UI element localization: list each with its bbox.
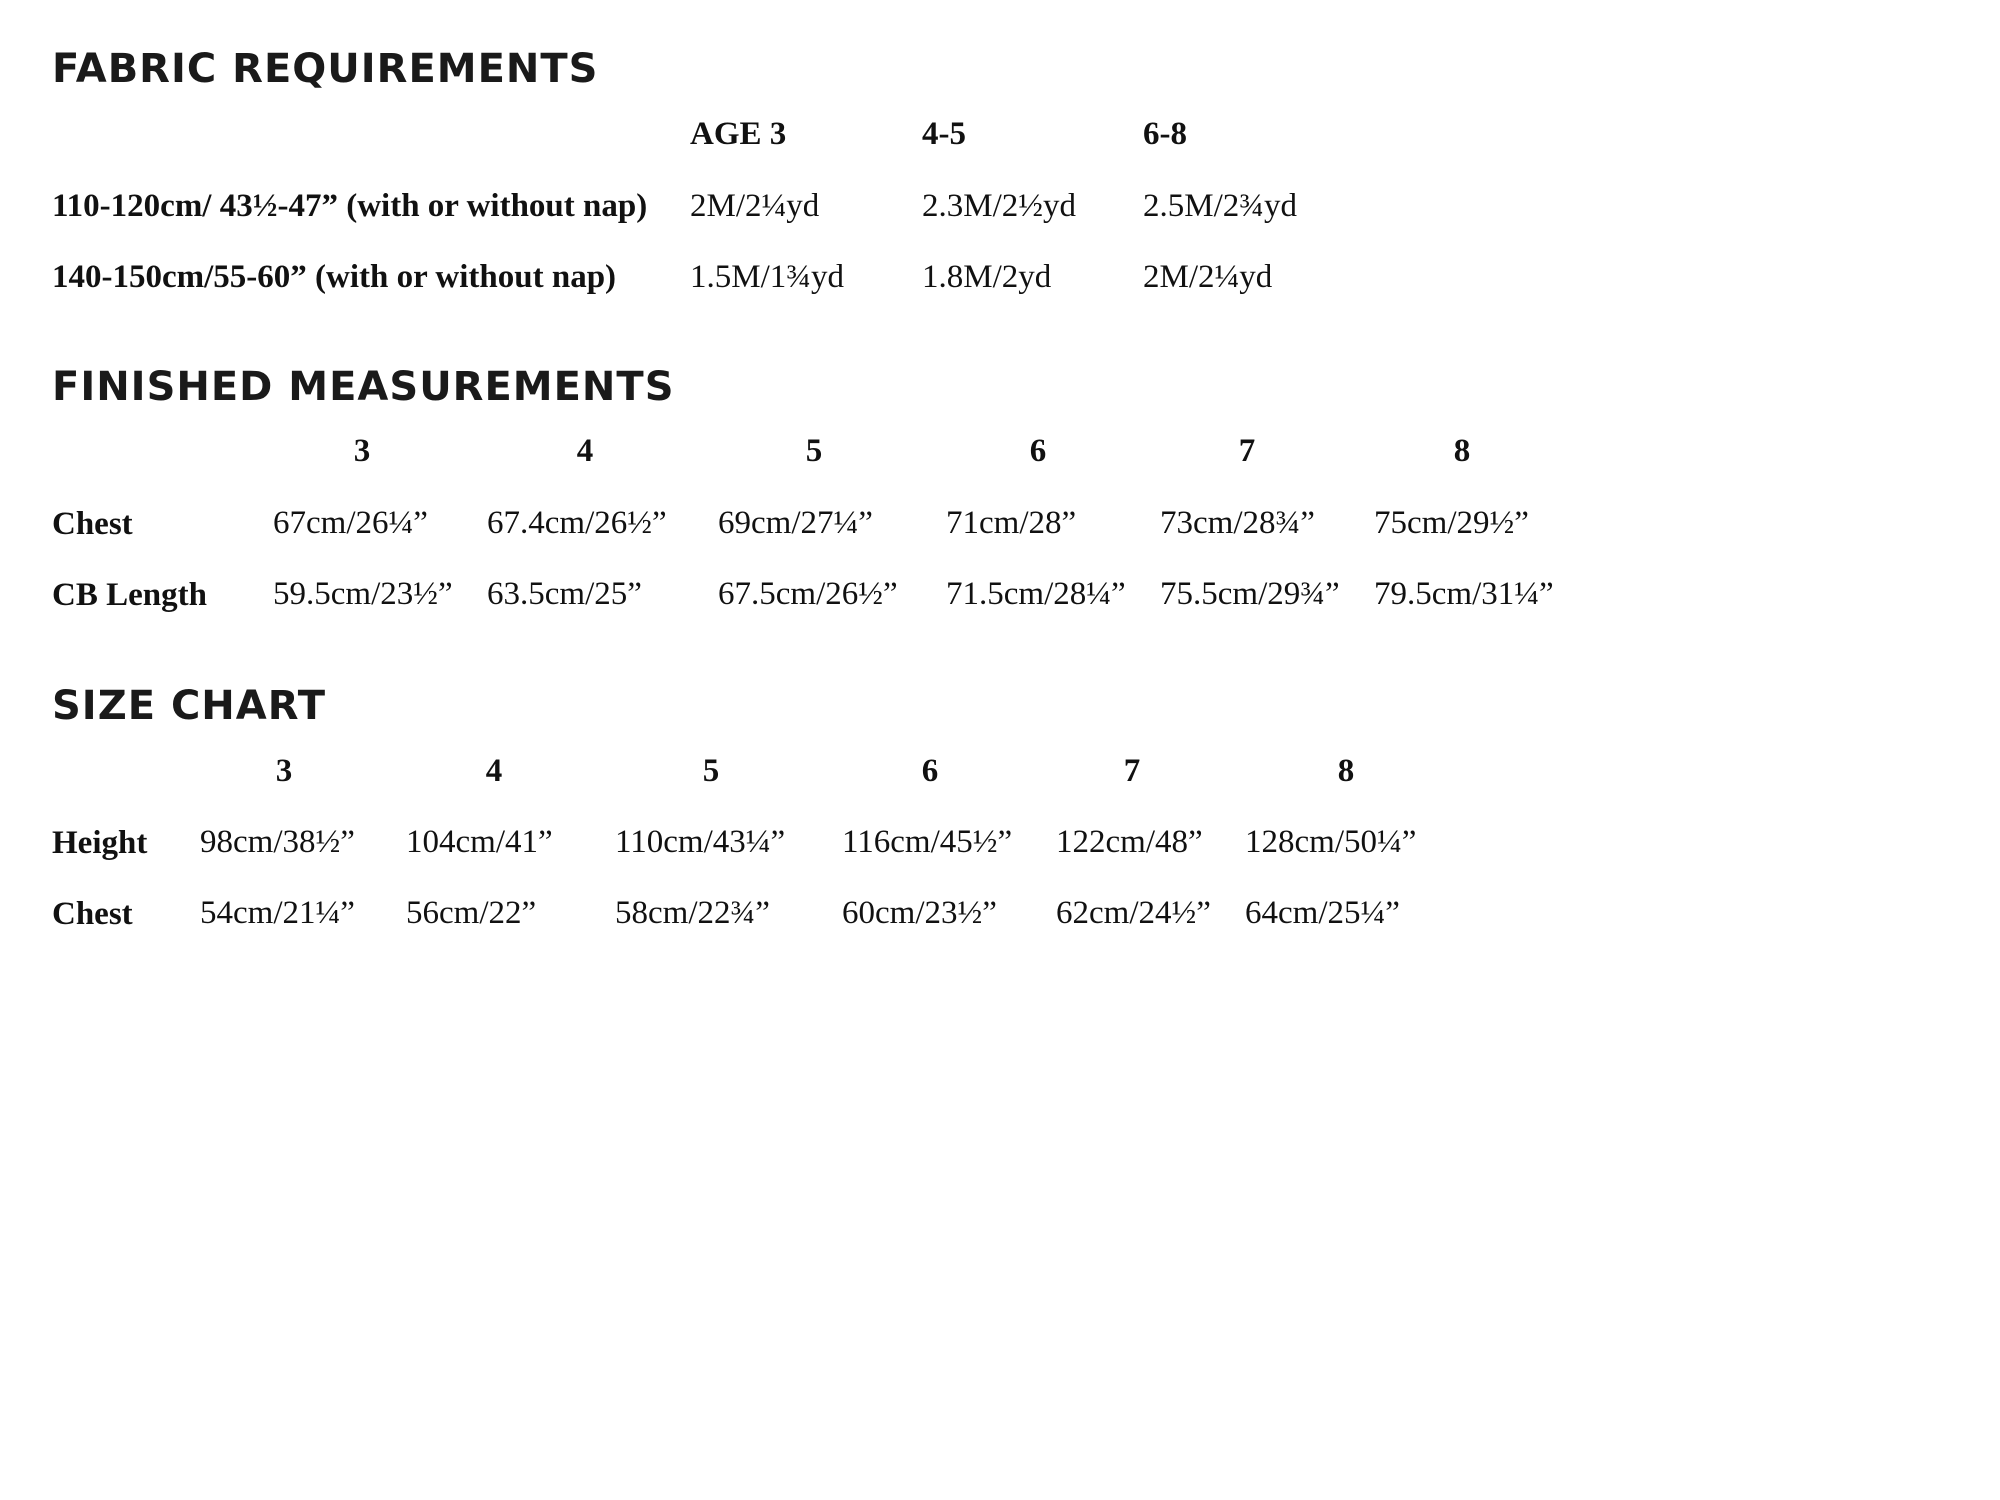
size-cell: 60cm/23½”	[842, 895, 997, 931]
size-row-label: Height	[52, 825, 148, 861]
fabric-cell: 2.3M/2½yd	[922, 188, 1077, 224]
fabric-column-header: AGE 3	[690, 116, 787, 152]
fabric-cell: 1.8M/2yd	[922, 259, 1052, 295]
size-column-header: 8	[1453, 433, 1471, 469]
size-column-header: 3	[275, 753, 293, 789]
fabric-cell: 1.5M/1¾yd	[690, 259, 845, 295]
measurement-cell: 71.5cm/28¼”	[946, 576, 1126, 612]
measurement-cell: 71cm/28”	[946, 505, 1077, 541]
measurement-cell: 67.4cm/26½”	[487, 505, 667, 541]
size-cell: 110cm/43¼”	[615, 824, 786, 860]
fabric-row-label: 110-120cm/ 43½-47” (with or without nap)	[52, 188, 648, 224]
fabric-column-header: 6-8	[1143, 116, 1187, 152]
measurement-row-label: CB Length	[52, 577, 207, 613]
measurement-cell: 63.5cm/25”	[487, 576, 642, 612]
fabric-row-label: 140-150cm/55-60” (with or without nap)	[52, 259, 617, 295]
fabric-requirements-heading: FABRIC REQUIREMENTS	[52, 46, 599, 92]
size-column-header: 8	[1337, 753, 1355, 789]
measurement-row-label: Chest	[52, 506, 133, 542]
size-column-header: 4	[485, 753, 503, 789]
size-chart-heading: SIZE CHART	[52, 683, 327, 729]
size-cell: 116cm/45½”	[842, 824, 1013, 860]
fabric-cell: 2M/2¼yd	[690, 188, 820, 224]
measurement-cell: 75cm/29½”	[1374, 505, 1529, 541]
size-cell: 122cm/48”	[1056, 824, 1203, 860]
size-row-label: Chest	[52, 896, 133, 932]
size-cell: 98cm/38½”	[200, 824, 355, 860]
size-column-header: 5	[702, 753, 720, 789]
size-cell: 104cm/41”	[406, 824, 553, 860]
size-cell: 64cm/25¼”	[1245, 895, 1400, 931]
measurement-cell: 75.5cm/29¾”	[1160, 576, 1340, 612]
measurement-cell: 69cm/27¼”	[718, 505, 873, 541]
size-cell: 54cm/21¼”	[200, 895, 355, 931]
size-column-header: 3	[353, 433, 371, 469]
fabric-cell: 2M/2¼yd	[1143, 259, 1273, 295]
size-cell: 56cm/22”	[406, 895, 537, 931]
size-column-header: 6	[921, 753, 939, 789]
measurement-cell: 59.5cm/23½”	[273, 576, 453, 612]
size-column-header: 7	[1238, 433, 1256, 469]
size-column-header: 7	[1123, 753, 1141, 789]
measurement-cell: 79.5cm/31¼”	[1374, 576, 1554, 612]
fabric-cell: 2.5M/2¾yd	[1143, 188, 1298, 224]
finished-measurements-heading: FINISHED MEASUREMENTS	[52, 364, 675, 410]
size-cell: 58cm/22¾”	[615, 895, 770, 931]
size-column-header: 4	[576, 433, 594, 469]
measurement-cell: 67.5cm/26½”	[718, 576, 898, 612]
fabric-column-header: 4-5	[922, 116, 966, 152]
size-column-header: 5	[805, 433, 823, 469]
measurement-cell: 67cm/26¼”	[273, 505, 428, 541]
size-cell: 128cm/50¼”	[1245, 824, 1417, 860]
size-column-header: 6	[1029, 433, 1047, 469]
measurement-cell: 73cm/28¾”	[1160, 505, 1315, 541]
size-cell: 62cm/24½”	[1056, 895, 1211, 931]
